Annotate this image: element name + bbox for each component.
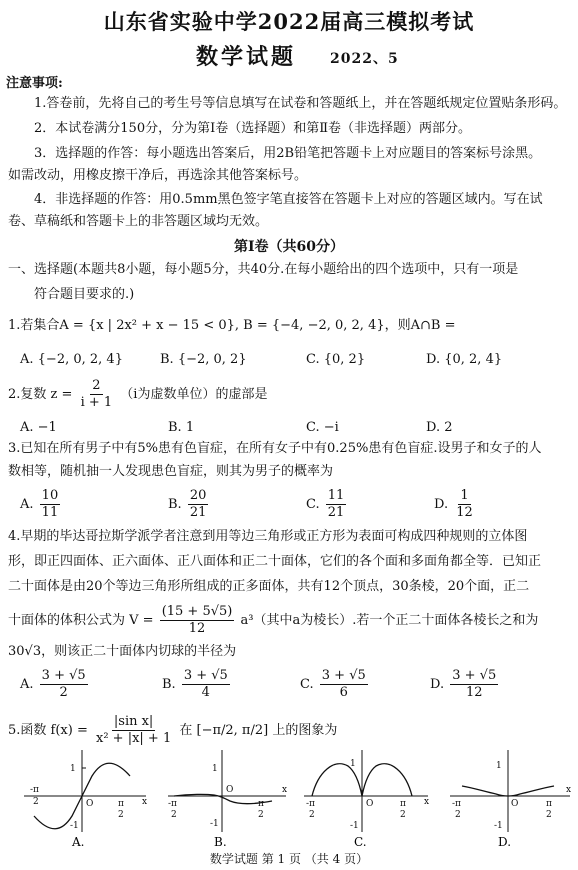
graph-b-label-1: 1: [212, 764, 218, 774]
q4-option-b-den: 4: [201, 685, 210, 700]
graph-d-neg-two: 2: [455, 810, 461, 820]
q3-option-d-label: D.: [434, 497, 449, 512]
q3-option-b-label: B.: [168, 497, 182, 512]
note-3-cont: 如需改动，用橡皮擦干净后，再选涂其他答案标号。: [8, 168, 308, 183]
notes-heading: 注意事项:: [6, 76, 63, 91]
q3-option-a: [20, 488, 62, 521]
q4-line2: 形，即正四面体、正六面体、正八面体和正二十面体，它们的各个面和多面角都全等．已知正: [8, 554, 542, 569]
subject-title: 数学试题: [196, 44, 297, 70]
graph-a-x-label: x: [142, 797, 148, 807]
q4-line1: 4.早期的毕达哥拉斯学派学者注意到用等边三角形或正方形为表面可构成四种规则的立体图: [8, 529, 528, 544]
q4-option-c: [300, 668, 370, 701]
q4-option-d: [430, 668, 500, 701]
graph-b-neg-two: 2: [171, 810, 177, 820]
q4-option-a-num: 3 + √5: [41, 668, 86, 683]
q5-graphs: [0, 746, 578, 850]
q3-line2: 数相等，随机抽一人发现患色盲症，则其为男子的概率为: [8, 464, 334, 479]
graph-b-caption: B.: [214, 835, 227, 849]
q3-option-a-den: 11: [41, 505, 59, 520]
q3-option-b-den: 21: [189, 505, 207, 520]
q2-option-d: D. 2: [426, 420, 453, 435]
q2-prefix: 2.复数 z =: [8, 387, 73, 402]
graph-c-pi: π: [400, 799, 406, 809]
q4-option-a: [20, 668, 90, 701]
q1-option-d: D. {0, 2, 4}: [426, 352, 503, 367]
q5-fraction: [94, 714, 173, 747]
q4-volume-num: (15 + 5√5): [161, 604, 233, 619]
graph-b-neg-pi: -π: [168, 799, 177, 809]
q2-option-c: C. −i: [306, 420, 339, 435]
note-4-cont: 卷、草稿纸和答题卡上的非答题区域均无效。: [8, 214, 269, 229]
note-3: 3．选择题的作答：每小题选出答案后，用2B铅笔把答题卡上对应题目的答案标号涂黑。: [34, 146, 542, 161]
graph-c: [304, 750, 429, 849]
note-4: 4．非选择题的作答：用0.5mm黑色签字笔直接答在答题卡上对应的答题区域内。写在试: [34, 192, 543, 207]
q5-frac-num: |sin x|: [113, 714, 154, 729]
q4-volume-den: 12: [188, 621, 206, 636]
graph-d: [450, 750, 571, 849]
graph-d-x-label: x: [566, 785, 572, 795]
q2-option-a: A. −1: [20, 420, 57, 435]
exam-date: 2022、5: [330, 51, 399, 67]
q5-suffix: 在 [−π/2, π/2] 上的图象为: [179, 723, 338, 738]
graph-d-label-1: 1: [496, 761, 502, 771]
q5-prefix: 5.函数 f(x) =: [8, 723, 88, 738]
graph-a-label-neg1: -1: [70, 821, 79, 831]
note-1: 1.答卷前，先将自己的考生号等信息填写在试卷和答题纸上，并在答题纸规定位置贴条形码。: [34, 96, 567, 111]
graph-c-neg-pi: -π: [306, 799, 315, 809]
q3-option-b: [168, 488, 210, 521]
q4-line4: [8, 604, 576, 637]
q4-option-c-den: 6: [339, 685, 348, 700]
graph-b: [168, 750, 287, 849]
graph-b-pi: π: [258, 799, 264, 809]
graph-d-two: 2: [546, 810, 552, 820]
graph-a-neg-pi: -π: [30, 785, 39, 795]
q4-option-b-label: B.: [162, 677, 176, 692]
graph-c-two: 2: [400, 810, 406, 820]
q3-option-c-label: C.: [306, 497, 320, 512]
q3-option-a-num: 10: [41, 488, 59, 503]
q4-option-a-den: 2: [59, 685, 68, 700]
q2-option-b: B. 1: [168, 420, 195, 435]
graph-b-origin: O: [226, 785, 234, 795]
graph-b-x-label: x: [282, 785, 288, 795]
q3-option-d-num: 1: [460, 488, 469, 503]
graph-a-origin: O: [86, 799, 94, 809]
q4-option-b-num: 3 + √5: [183, 668, 228, 683]
q2-frac-den: i + 1: [80, 395, 113, 410]
q1-option-c: C. {0, 2}: [306, 352, 366, 367]
graph-d-pi: π: [546, 799, 552, 809]
page-footer: 数学试题 第 1 页 （共 4 页）: [209, 852, 369, 866]
q3-option-d-den: 12: [456, 505, 473, 520]
graph-c-caption: C.: [354, 835, 367, 849]
graph-d-origin: O: [511, 799, 519, 809]
q2-suffix: （i为虚数单位）的虚部是: [120, 387, 268, 402]
q4-volume-prefix: 十面体的体积公式为 V =: [8, 613, 154, 628]
part1-title: 第Ⅰ卷（共60分）: [233, 239, 345, 255]
q2-fraction: [79, 378, 115, 411]
q3-option-c-den: 21: [327, 505, 345, 520]
q1-option-b: B. {−2, 0, 2}: [160, 352, 247, 367]
q3-option-b-num: 20: [189, 488, 207, 503]
q4-option-b: [162, 668, 232, 701]
q4-option-c-num: 3 + √5: [321, 668, 366, 683]
q4-volume-fraction: [160, 604, 235, 637]
graph-b-two: 2: [258, 810, 264, 820]
graph-a-two: 2: [118, 810, 124, 820]
graph-a: [24, 750, 147, 849]
q5-frac-den: x² + |x| + 1: [96, 731, 172, 746]
graph-a-neg-two: 2: [33, 797, 39, 807]
graph-d-caption: D.: [498, 835, 512, 849]
q4-line5: 30√3，则该正二十面体内切球的半径为: [8, 644, 237, 659]
q4-option-c-label: C.: [300, 677, 314, 692]
graph-c-origin: O: [366, 799, 374, 809]
graph-a-pi: π: [118, 799, 124, 809]
q1-stem: 1.若集合A = {x | 2x² + x − 15 < 0}, B = {−4, −2, 0, 2, 4}，则A∩B =: [8, 318, 456, 333]
q3-option-c-num: 11: [327, 488, 345, 503]
q4-line3: 二十面体是由20个等边三角形所组成的正多面体，共有12个顶点，30条棱，20个面，正二: [8, 579, 530, 594]
q1-option-a: A. {−2, 0, 2, 4}: [20, 352, 123, 367]
graph-c-x-label: x: [424, 797, 430, 807]
q2-stem: [8, 378, 576, 411]
section-instruction-cont: 符合题目要求的.): [34, 287, 135, 302]
graph-c-neg-two: 2: [309, 810, 315, 820]
graph-b-label-neg1: -1: [210, 819, 219, 829]
q3-line1: 3.已知在所有男子中有5%患有色盲症，在所有女子中有0.25%患有色盲症.设男子和女子的人: [8, 441, 542, 456]
q4-option-d-num: 3 + √5: [452, 668, 497, 683]
q2-frac-num: 2: [92, 378, 101, 393]
q4-option-d-label: D.: [430, 677, 445, 692]
note-2: 2．本试卷满分150分，分为第Ⅰ卷（选择题）和第Ⅱ卷（非选择题）两部分。: [34, 121, 472, 136]
graph-c-label-1: 1: [350, 759, 356, 769]
graph-a-caption: A.: [72, 835, 85, 849]
graph-d-neg-pi: -π: [452, 799, 461, 809]
q4-option-d-den: 12: [465, 685, 483, 700]
graph-a-label-1: 1: [70, 764, 76, 774]
q5-stem: [8, 714, 576, 747]
section-instruction: 一、选择题(本题共8小题，每小题5分，共40分.在每小题给出的四个选项中，只有一项是: [8, 262, 519, 277]
q3-option-d: [434, 488, 477, 521]
q3-option-c: [306, 488, 348, 521]
q3-option-a-label: A.: [20, 497, 34, 512]
q4-option-a-label: A.: [20, 677, 34, 692]
graph-c-label-neg1: -1: [350, 821, 359, 831]
graph-d-label-neg1: -1: [494, 821, 503, 831]
q4-volume-suffix: a³（其中a为棱长）.若一个正二十面体各棱长之和为: [240, 613, 539, 628]
exam-title: 山东省实验中学2022届高三模拟考试: [103, 9, 475, 34]
